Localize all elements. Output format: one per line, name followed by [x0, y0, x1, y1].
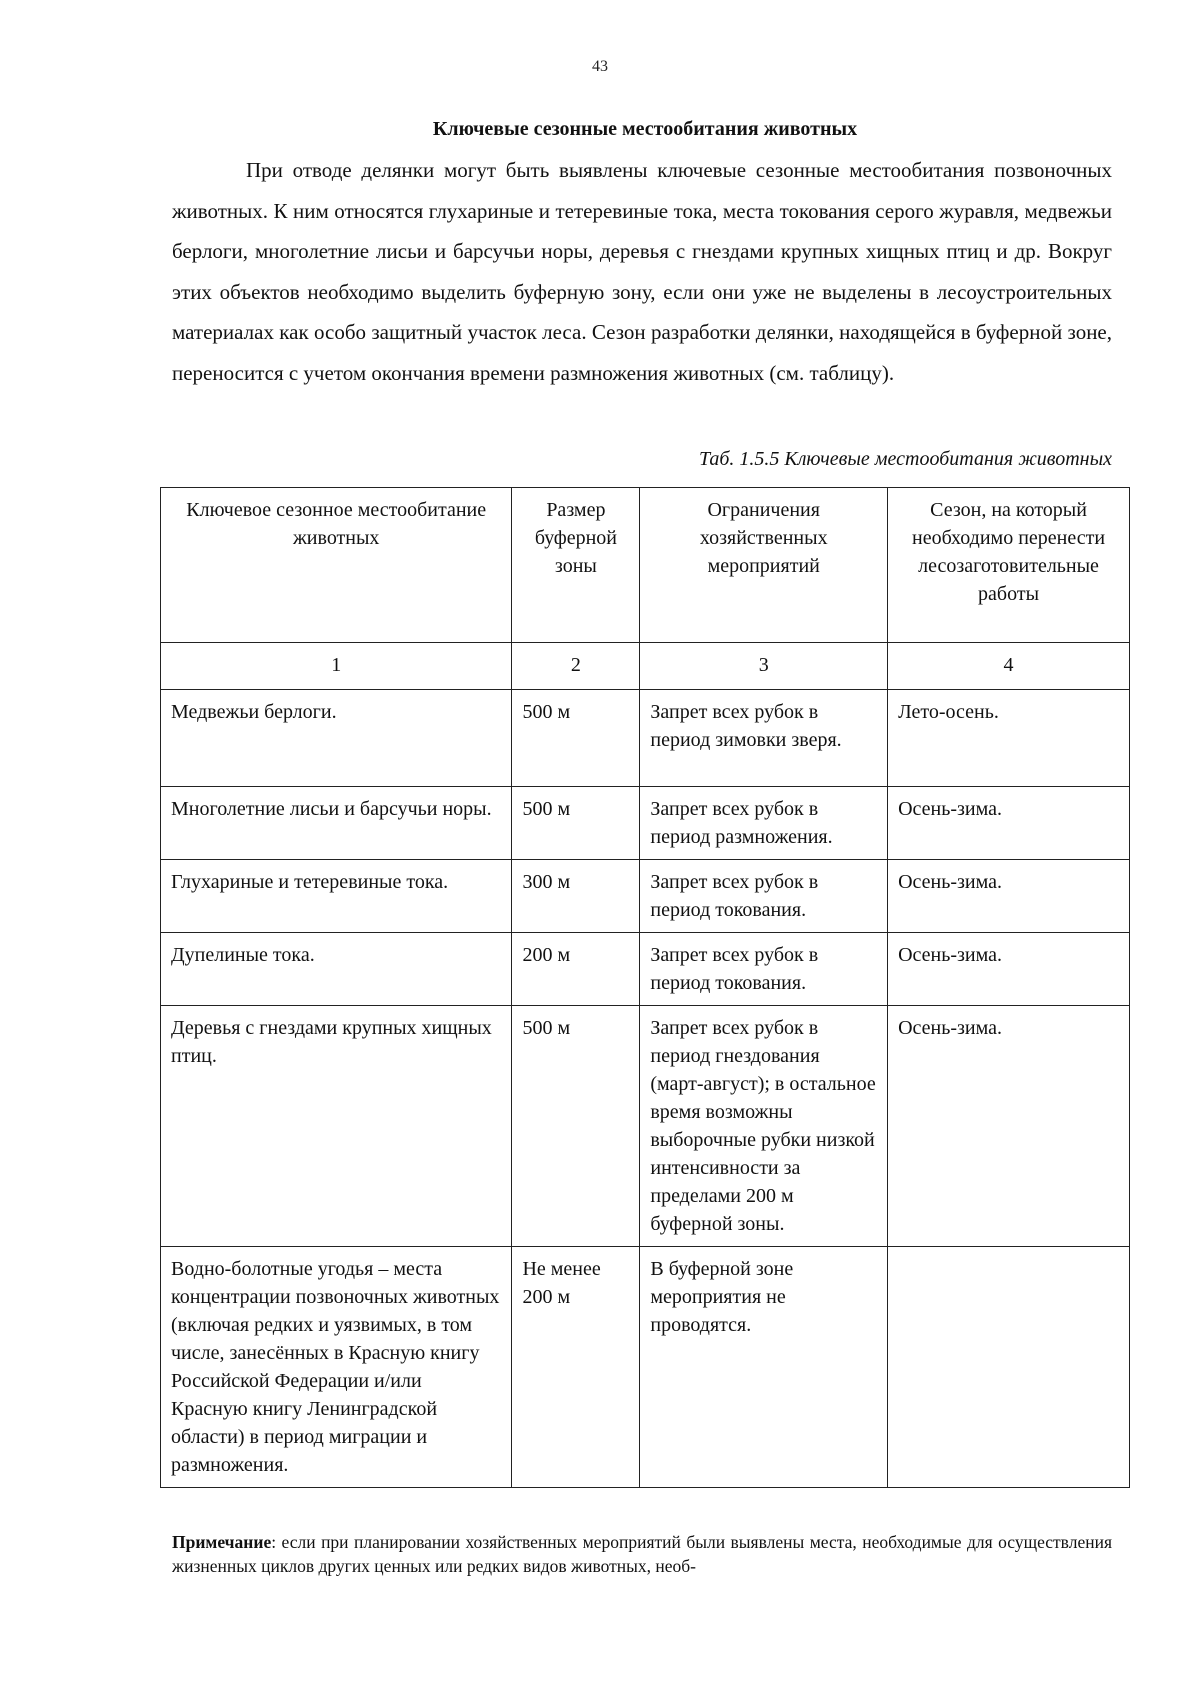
cell-habitat: Дупелиные тока.: [161, 933, 512, 1006]
cell-season: Лето-осень.: [888, 690, 1130, 787]
cell-habitat: Многолетние лисьи и барсучьи норы.: [161, 787, 512, 860]
note-text: : если при планировании хозяйственных мероприятий были выявлены места, необходимые для осуществления жизненных циклов других ценных или редких видов животных, необ-: [172, 1532, 1112, 1576]
habitat-table: [160, 487, 1130, 1488]
header-buffer-size: Размер буферной зоны: [512, 488, 640, 643]
page-number: 43: [592, 58, 608, 75]
cell-restrictions: Запрет всех рубок в период размножения.: [640, 787, 888, 860]
note-label: Примечание: [172, 1532, 272, 1552]
cell-buffer-size: 500 м: [512, 787, 640, 860]
column-number: 2: [512, 643, 640, 690]
column-number: 4: [888, 643, 1130, 690]
cell-season: Осень-зима.: [888, 933, 1130, 1006]
column-number: 3: [640, 643, 888, 690]
cell-restrictions: Запрет всех рубок в период гнездования (март-август); в остальное время возможны выборочные рубки низкой интенсивности за пределами 200 м буферной зоны.: [640, 1006, 888, 1247]
cell-habitat: Медвежьи берлоги.: [161, 690, 512, 787]
cell-habitat: Деревья с гнездами крупных хищных птиц.: [161, 1006, 512, 1247]
table-row: [161, 860, 1130, 933]
table-row: [161, 787, 1130, 860]
table-row: [161, 1247, 1130, 1488]
header-season: Сезон, на который необходимо перенести лесозаготовительные работы: [888, 488, 1130, 643]
cell-buffer-size: 500 м: [512, 690, 640, 787]
cell-buffer-size: 300 м: [512, 860, 640, 933]
cell-restrictions: Запрет всех рубок в период токования.: [640, 860, 888, 933]
cell-restrictions: Запрет всех рубок в период зимовки зверя.: [640, 690, 888, 787]
cell-habitat: Водно-болотные угодья – места концентрации позвоночных животных (включая редких и уязвимых, в том числе, занесённых в Красную книгу Российской Федерации и/или Красную книгу Ленинградской области) в период миграции и размножения.: [161, 1247, 512, 1488]
cell-season: [888, 1247, 1130, 1488]
table-row: [161, 690, 1130, 787]
cell-buffer-size: Не менее 200 м: [512, 1247, 640, 1488]
header-restrictions: Ограничения хозяйственных мероприятий: [640, 488, 888, 643]
header-habitat: Ключевое сезонное местообитание животных: [161, 488, 512, 643]
cell-buffer-size: 500 м: [512, 1006, 640, 1247]
cell-buffer-size: 200 м: [512, 933, 640, 1006]
footnote: [172, 1530, 1112, 1578]
column-number: 1: [161, 643, 512, 690]
cell-restrictions: Запрет всех рубок в период токования.: [640, 933, 888, 1006]
intro-paragraph: При отводе делянки могут быть выявлены ключевые сезонные местообитания позвоночных животных. К ним относятся глухариные и тетеревиные тока, места токования серого журавля, медвежьи берлоги, многолетние лисьи и барсучьи норы, деревья с гнездами крупных хищных птиц и др. Вокруг этих объектов необходимо выделить буферную зону, если они уже не выделены в лесоустроительных материалах как особо защитный участок леса. Сезон разработки делянки, находящейся в буферной зоне, переносится с учетом окончания времени размножения животных (см. таблицу).: [172, 158, 1112, 385]
cell-season: Осень-зима.: [888, 1006, 1130, 1247]
section-title: Ключевые сезонные местообитания животных: [432, 118, 858, 140]
cell-habitat: Глухариные и тетеревиные тока.: [161, 860, 512, 933]
table-row: [161, 1006, 1130, 1247]
table-caption: Таб. 1.5.5 Ключевые местообитания животных: [698, 448, 1112, 470]
column-number-row: [161, 643, 1130, 690]
cell-season: Осень-зима.: [888, 787, 1130, 860]
cell-season: Осень-зима.: [888, 860, 1130, 933]
cell-restrictions: В буферной зоне мероприятия не проводятся.: [640, 1247, 888, 1488]
table-row: [161, 933, 1130, 1006]
table-header-row: [161, 488, 1130, 643]
